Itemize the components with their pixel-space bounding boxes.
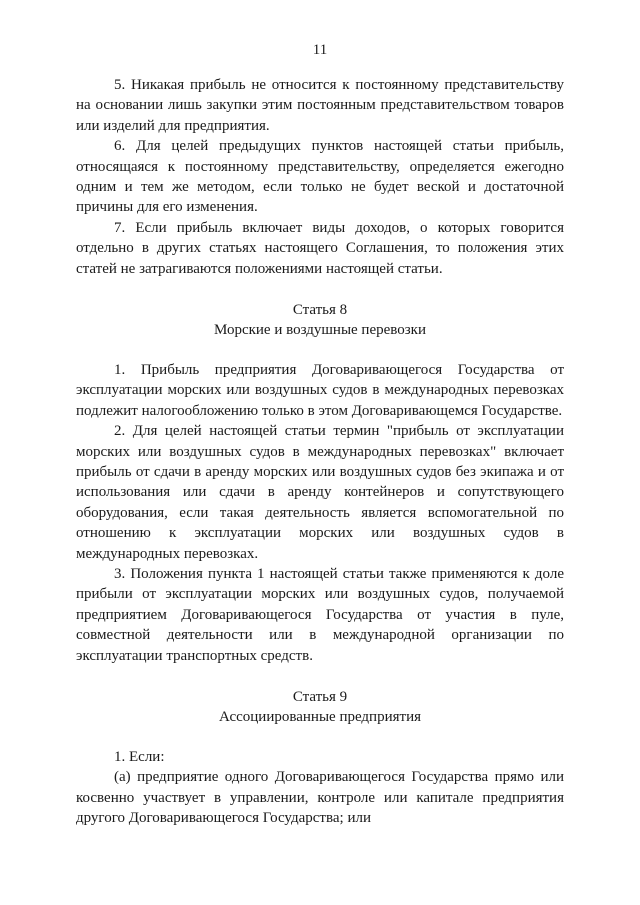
- article-9-subparagraph-a: (a) предприятие одного Договаривающегося Государства прямо или косвенно участвует в управлении, контроле или капитале предприятия другого Договаривающегося Государства; или: [76, 769, 564, 826]
- document-body: [76, 75, 564, 828]
- spacer: [76, 666, 564, 687]
- article-9-heading: Статья 9: [292, 688, 348, 705]
- article-8-paragraph-2: 2. Для целей настоящей статьи термин "прибыль от эксплуатации морских или воздушных судов в международных перевозках" включает прибыль от сдачи в аренду морских или воздушных судов без экипажа и от использования или сдачи в аренду контейнеров и сопутствующего оборудования, если такая деятельность является вспомогательной по отношению к эксплуатации морских или воздушных судов в международных перевозках.: [76, 423, 564, 562]
- spacer: [76, 341, 564, 360]
- article-9-title: Ассоциированные предприятия: [219, 709, 421, 726]
- paragraph-6: 6. Для целей предыдущих пунктов настоящей статьи прибыль, относящаяся к постоянному представительству, определяется ежегодно одним и тем же методом, если только не будет веской и достаточной причины для его изменения.: [76, 138, 564, 216]
- paragraph-5: 5. Никакая прибыль не относится к постоянному представительству на основании лишь закупки этим постоянным представительством товаров или изделий для предприятия.: [76, 77, 564, 134]
- article-8-title: Морские и воздушные перевозки: [213, 322, 426, 339]
- article-8-paragraph-1: 1. Прибыль предприятия Договаривающегося Государства от эксплуатации морских или воздушных судов в международных перевозках подлежит налогообложению только в этом Договаривающемся Государстве.: [76, 361, 564, 419]
- article-8-heading: Статья 8: [292, 302, 348, 319]
- article-8-paragraph-3: 3. Положения пункта 1 настоящей статьи также применяются к доле прибыли от эксплуатации морских или воздушных судов, получаемой предприятием Договаривающегося Государства от участия в пуле, совместной деятельности или в международной организации по эксплуатации транспортных средств.: [76, 565, 564, 664]
- spacer: [76, 279, 564, 300]
- article-9-paragraph-1: 1. Если:: [114, 748, 165, 765]
- paragraph-7: 7. Если прибыль включает виды доходов, о которых говорится отдельно в других статьях настоящего Соглашения, то положения этих статей не затрагиваются положениями настоящей статьи.: [76, 219, 564, 277]
- spacer: [76, 728, 564, 747]
- page-number: 11: [312, 42, 328, 58]
